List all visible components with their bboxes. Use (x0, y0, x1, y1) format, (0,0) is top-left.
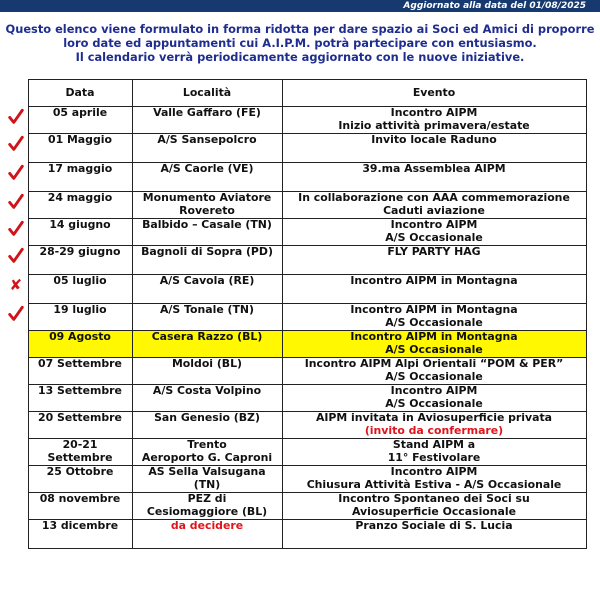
event-cell-line: In collaborazione con AAA commemorazione (298, 191, 570, 204)
place-cell (132, 385, 282, 412)
place-cell (132, 412, 282, 439)
event-cell-line: Invito locale Raduno (371, 133, 497, 146)
event-cell-line: A/S Occasionale (385, 396, 483, 410)
event-cell-line: (invito da confermare) (364, 423, 504, 437)
place-cell (132, 331, 282, 358)
table-row (4, 275, 586, 304)
status-cell (4, 246, 28, 275)
place-cell-line: Monumento Aviatore (142, 191, 272, 204)
event-cell (282, 246, 586, 275)
place-cell-line: Valle Gaffaro (FE) (153, 106, 261, 119)
place-cell (132, 246, 282, 275)
event-cell-line: Caduti aviazione (383, 203, 485, 217)
status-cell (4, 134, 28, 163)
intro-line: Questo elenco viene formulato in forma ridotta per dare spazio ai Soci ed Amici di proporre (5, 22, 595, 36)
status-cell (4, 331, 28, 358)
date-column-header: Data (28, 80, 132, 107)
date-cell (28, 331, 132, 358)
table-row (4, 331, 586, 358)
table-row (4, 163, 586, 192)
status-cell (4, 358, 28, 385)
date-cell-line: 05 luglio (53, 274, 107, 287)
date-cell (28, 439, 132, 466)
date-cell-line: 13 Settembre (38, 384, 122, 397)
event-cell (282, 192, 586, 219)
date-cell-line: 05 aprile (52, 106, 108, 119)
status-cell (4, 275, 28, 304)
place-cell (132, 107, 282, 134)
event-cell-line: Incontro AIPM Alpi Orientali “POM & PER” (304, 357, 564, 370)
check-icon (7, 164, 25, 182)
place-cell-line: Aeroporto G. Caproni (141, 450, 273, 464)
place-cell (132, 134, 282, 163)
event-cell-line: Stand AIPM a (392, 438, 476, 451)
event-cell (282, 385, 586, 412)
date-cell-line: 09 Agosto (49, 330, 111, 343)
date-cell-line: 01 Maggio (48, 133, 112, 146)
date-cell (28, 275, 132, 304)
event-cell (282, 331, 586, 358)
place-cell (132, 439, 282, 466)
status-cell (4, 219, 28, 246)
event-cell-line: Incontro AIPM in Montagna (350, 274, 518, 287)
event-cell-line: Incontro AIPM (390, 384, 478, 397)
event-cell-line: Chiusura Attività Estiva - A/S Occasionale (306, 477, 562, 491)
date-cell-line: 25 Ottobre (46, 465, 114, 478)
date-cell-line: 24 maggio (47, 191, 113, 204)
event-cell-line: A/S Occasionale (385, 369, 483, 383)
date-cell (28, 163, 132, 192)
event-cell-line: Inizio attività primavera/estate (338, 118, 530, 132)
event-cell-line: A/S Occasionale (385, 315, 483, 329)
place-cell-line: Trento (187, 438, 227, 451)
event-cell (282, 493, 586, 520)
place-cell-line: A/S Cavola (RE) (159, 274, 255, 287)
status-cell (4, 192, 28, 219)
event-cell-line: Incontro AIPM in Montagna (350, 303, 518, 316)
events-table (4, 79, 587, 549)
date-cell (28, 520, 132, 549)
place-cell-line: Casera Razzo (BL) (151, 330, 263, 343)
table-row (4, 304, 586, 331)
event-cell-line: Pranzo Sociale di S. Lucia (355, 519, 513, 532)
place-cell-line: PEZ di (187, 492, 227, 505)
check-icon (7, 220, 25, 238)
status-cell (4, 439, 28, 466)
event-cell (282, 219, 586, 246)
place-cell-line: Cesiomaggiore (BL) (146, 504, 268, 518)
date-cell-line: 17 maggio (47, 162, 113, 175)
place-cell (132, 358, 282, 385)
date-cell (28, 412, 132, 439)
table-row (4, 358, 586, 385)
status-cell (4, 412, 28, 439)
place-cell-line: Moldoi (BL) (171, 357, 243, 370)
table-row (4, 439, 586, 466)
table-row (4, 246, 586, 275)
place-column-header: Località (132, 80, 282, 107)
event-cell (282, 163, 586, 192)
event-cell-line: Incontro AIPM in Montagna (350, 330, 518, 343)
check-icon (7, 135, 25, 153)
date-cell (28, 385, 132, 412)
table-row (4, 493, 586, 520)
place-cell-line: A/S Caorle (VE) (160, 162, 254, 175)
table-row (4, 107, 586, 134)
event-cell (282, 107, 586, 134)
table-row (4, 412, 586, 439)
event-cell-line: A/S Occasionale (385, 342, 483, 356)
date-cell (28, 107, 132, 134)
intro-line: loro date ed appuntamenti cui A.I.P.M. potrà partecipare con entusiasmo. (63, 36, 537, 50)
check-icon (7, 247, 25, 265)
event-cell-line: Incontro AIPM (390, 465, 478, 478)
date-cell-line: 28-29 giugno (39, 245, 121, 258)
place-cell (132, 304, 282, 331)
date-cell (28, 192, 132, 219)
date-cell (28, 304, 132, 331)
event-cell-line: A/S Occasionale (385, 230, 483, 244)
event-cell-line: Aviosuperficie Occasionale (351, 504, 517, 518)
event-cell (282, 520, 586, 549)
date-cell-line: Settembre (47, 450, 113, 464)
event-cell (282, 134, 586, 163)
place-cell-line: Bagnoli di Sopra (PD) (141, 245, 273, 258)
event-cell (282, 412, 586, 439)
event-cell-line: Incontro Spontaneo dei Soci su (338, 492, 530, 505)
event-cell (282, 439, 586, 466)
event-cell-line: 11° Festivolare (387, 450, 481, 464)
place-cell (132, 520, 282, 549)
date-cell-line: 13 dicembre (41, 519, 119, 532)
table-row (4, 219, 586, 246)
place-cell-line: A/S Tonale (TN) (159, 303, 254, 316)
event-cell-line: AIPM invitata in Aviosuperficie privata (315, 411, 553, 424)
place-cell-line: AS Sella Valsugana (148, 465, 266, 478)
date-cell (28, 219, 132, 246)
place-cell-line: Balbido – Casale (TN) (142, 218, 272, 231)
event-cell-line: Incontro AIPM (390, 218, 478, 231)
table-row (4, 520, 586, 549)
event-column-header: Evento (282, 80, 586, 107)
place-cell (132, 219, 282, 246)
event-cell-line: FLY PARTY HAG (387, 245, 481, 258)
event-cell (282, 304, 586, 331)
status-cell (4, 163, 28, 192)
date-cell (28, 246, 132, 275)
place-cell (132, 466, 282, 493)
date-cell-line: 07 Settembre (38, 357, 122, 370)
cross-icon: ✘ (9, 275, 23, 294)
date-cell (28, 493, 132, 520)
table-header-row (4, 80, 586, 107)
table-row (4, 192, 586, 219)
table-row (4, 385, 586, 412)
date-cell-line: 20 Settembre (38, 411, 122, 424)
event-cell (282, 358, 586, 385)
event-cell (282, 466, 586, 493)
place-cell-line: (TN) (193, 477, 221, 491)
updated-date: Aggiornato alla data del 01/08/2025 (403, 1, 586, 11)
status-cell (4, 385, 28, 412)
intro-line: Il calendario verrà periodicamente aggiornato con le nuove iniziative. (75, 50, 525, 64)
status-column-header (4, 80, 28, 107)
place-cell-line: Rovereto (179, 203, 235, 217)
status-cell (4, 493, 28, 520)
status-cell (4, 304, 28, 331)
check-icon (7, 305, 25, 323)
place-cell-line: da decidere (170, 519, 244, 532)
check-icon (7, 108, 25, 126)
check-icon (7, 193, 25, 211)
event-cell-line: Incontro AIPM (390, 106, 478, 119)
header-bar (0, 0, 600, 12)
event-cell (282, 275, 586, 304)
place-cell (132, 493, 282, 520)
date-cell (28, 466, 132, 493)
date-cell-line: 19 luglio (53, 303, 107, 316)
status-cell (4, 466, 28, 493)
table-row (4, 466, 586, 493)
date-cell-line: 20-21 (62, 438, 98, 451)
place-cell-line: A/S Sansepolcro (157, 133, 257, 146)
status-cell (4, 107, 28, 134)
place-cell (132, 163, 282, 192)
place-cell-line: A/S Costa Volpino (152, 384, 262, 397)
place-cell (132, 192, 282, 219)
status-cell (4, 520, 28, 549)
place-cell (132, 275, 282, 304)
date-cell (28, 134, 132, 163)
date-cell-line: 08 novembre (39, 492, 121, 505)
intro-text (0, 22, 600, 64)
place-cell-line: San Genesio (BZ) (154, 411, 260, 424)
date-cell (28, 358, 132, 385)
event-cell-line: 39.ma Assemblea AIPM (362, 162, 506, 175)
date-cell-line: 14 giugno (49, 218, 111, 231)
table-row (4, 134, 586, 163)
